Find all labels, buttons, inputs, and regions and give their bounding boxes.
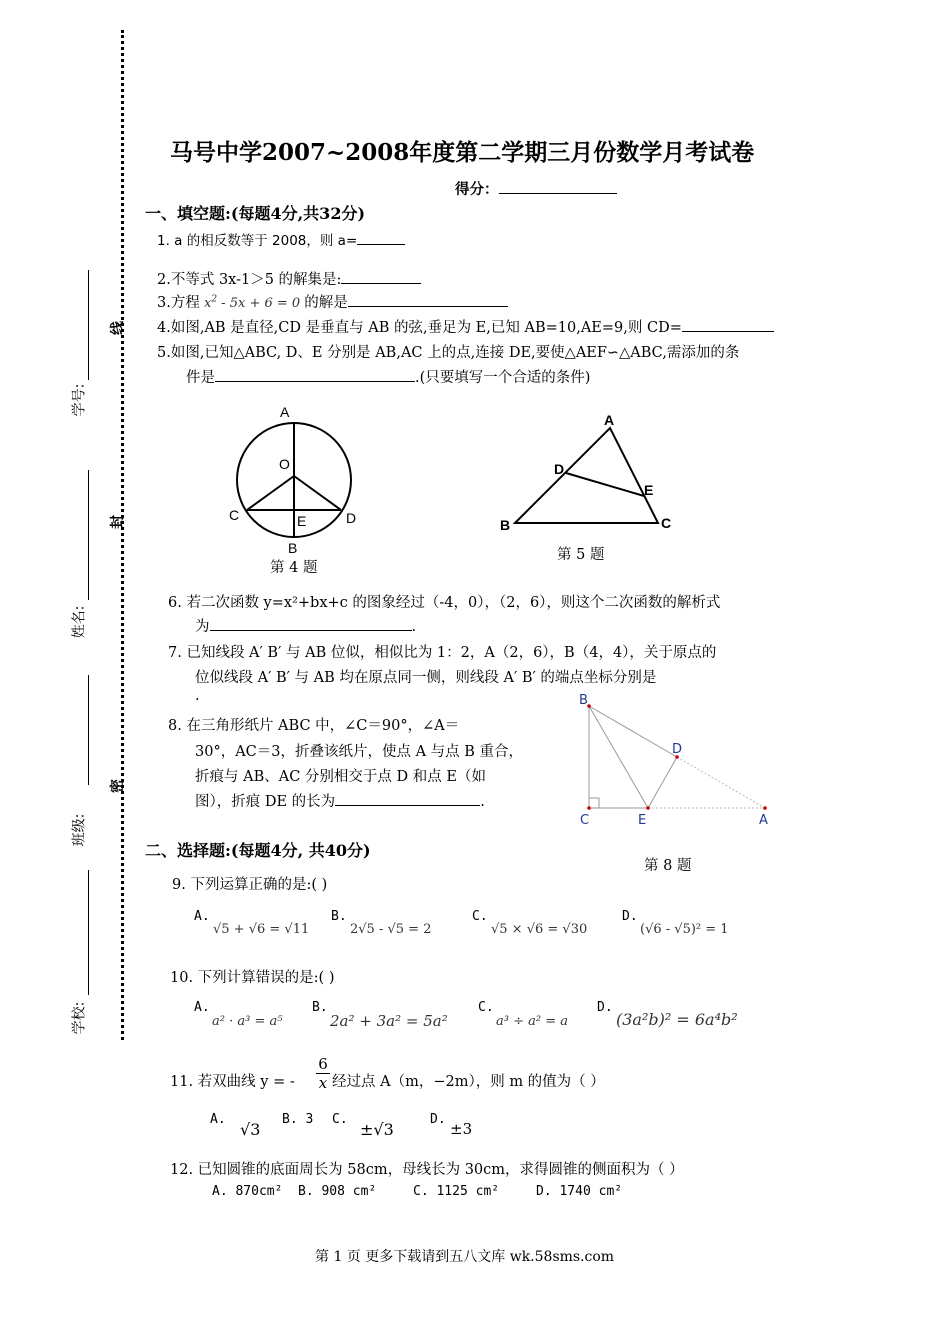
- school-label: 学校:: [71, 1001, 88, 1035]
- q10-option-c-letter: C.: [478, 1000, 494, 1015]
- fig4-radius-od: [294, 476, 341, 510]
- q10-option-c-expr: a³ ÷ a² = a: [496, 1014, 568, 1029]
- q5-blank: [215, 367, 415, 382]
- section1-heading: 一、填空题:(每题4分,共32分): [145, 204, 366, 223]
- figure-8: [575, 690, 785, 830]
- fig5-label-e: E: [644, 482, 654, 498]
- q11-option-d-letter: D.: [430, 1112, 446, 1127]
- fig8-side-bd: [589, 706, 677, 757]
- fig5-label-d: D: [554, 461, 565, 477]
- score-label: 得分：: [455, 178, 617, 199]
- q9-option-a-expr: √5 + √6 = √11: [213, 922, 310, 937]
- fig4-label-c: C: [229, 507, 240, 523]
- margin-line-3: [88, 675, 89, 785]
- question-5-line2: 件是 .(只要填写一个合适的条件): [186, 366, 590, 387]
- question-12: 12. 已知圆锥的底面周长为 58cm，母线长为 30cm，求得圆锥的侧面积为（ ）: [170, 1162, 684, 1178]
- figure-5: [495, 408, 695, 538]
- fig4-label-b: B: [288, 540, 298, 556]
- margin-line-2: [88, 470, 89, 600]
- question-1: 1. a 的相反数等于 2008，则 a=: [157, 229, 405, 249]
- question-11-post: 经过点 A（m，−2m），则 m 的值为（ ）: [332, 1074, 605, 1090]
- fig5-caption: 第 5 题: [557, 547, 605, 563]
- q11-option-c-letter: C.: [332, 1112, 348, 1127]
- question-6-line2: 为 .: [195, 615, 416, 636]
- fig8-point-c: [587, 806, 591, 810]
- question-7-line1: 7. 已知线段 A′ B′ 与 AB 位似，相似比为 1：2，A（2，6），B（4，4），关于原点的: [168, 645, 717, 661]
- q6-blank: [210, 616, 412, 631]
- question-8-line2: 30°，AC＝3，折叠该纸片，使点 A 与点 B 重合，: [195, 744, 524, 760]
- fig5-label-a: A: [604, 412, 615, 428]
- question-8-line1: 8. 在三角形纸片 ABC 中，∠C＝90°，∠A＝: [168, 718, 460, 734]
- fig8-label-c: C: [580, 813, 590, 828]
- q10-option-d-letter: D.: [597, 1000, 613, 1015]
- fig8-point-a: [763, 806, 767, 810]
- fig8-side-da: [677, 757, 765, 808]
- q9-option-d-letter: D.: [622, 909, 638, 924]
- q12-option-b: B. 908 cm²: [298, 1184, 377, 1199]
- seal-char-seal: 封: [110, 515, 126, 529]
- q9-option-a-letter: A.: [194, 909, 210, 924]
- fig4-caption: 第 4 题: [270, 560, 318, 576]
- margin-line-1: [88, 270, 89, 380]
- q12-option-d: D. 1740 cm²: [536, 1184, 623, 1199]
- fig4-label-e: E: [297, 513, 307, 529]
- fig8-label-b: B: [579, 693, 588, 708]
- q9-option-b-expr: 2√5 - √5 = 2: [350, 922, 432, 937]
- q11-fraction: [316, 1055, 330, 1092]
- class-label: 班级:: [71, 813, 88, 847]
- margin-line-4: [88, 870, 89, 995]
- q11-option-a-expr: √3: [240, 1120, 261, 1139]
- q9-option-c-letter: C.: [472, 909, 488, 924]
- q9-option-c-expr: √5 × √6 = √30: [491, 922, 588, 937]
- q12-option-a: A. 870cm²: [212, 1184, 283, 1199]
- q9-option-b-letter: B.: [331, 909, 347, 924]
- question-7-line2: 位似线段 A′ B′ 与 AB 均在原点同一侧，则线段 A′ B′ 的端点坐标分别是: [195, 670, 657, 686]
- seal-char-secret: 密: [110, 779, 126, 793]
- q10-option-b-expr: 2a² + 3a² = 5a²: [330, 1012, 448, 1030]
- figure-4: [222, 400, 382, 580]
- q11-fraction-denominator: x: [318, 1074, 328, 1092]
- page-footer: 第 1 页 更多下载请到五八文库 wk.58sms.com: [315, 1249, 615, 1265]
- q11-option-b: B. 3: [282, 1112, 314, 1127]
- fig8-label-e: E: [638, 813, 647, 828]
- fig8-caption: 第 8 题: [644, 858, 692, 874]
- q9-option-d-expr: (√6 - √5)² = 1: [640, 922, 729, 937]
- fig5-label-b: B: [500, 517, 511, 533]
- q3-blank: [348, 292, 508, 307]
- q11-option-a-letter: A.: [210, 1112, 226, 1127]
- q12-option-c: C. 1125 cm²: [413, 1184, 500, 1199]
- question-8-line4: 图），折痕 DE 的长为 .: [195, 790, 485, 811]
- question-11-pre: 11. 若双曲线 y = -: [170, 1074, 295, 1090]
- question-5-line1: 5.如图,已知△ABC, D、E 分别是 AB,AC 上的点,连接 DE,要使△AEF∽△ABC,需添加的条: [157, 345, 740, 361]
- score-blank: [499, 179, 617, 194]
- q10-option-a-letter: A.: [194, 1000, 210, 1015]
- question-2: 2.不等式 3x-1＞5 的解集是:: [157, 268, 421, 289]
- question-10: 10. 下列计算错误的是:( ): [170, 970, 335, 986]
- q1-blank: [357, 230, 405, 245]
- q8-blank: [335, 791, 480, 806]
- question-4: 4.如图,AB 是直径,CD 是垂直与 AB 的弦,垂足为 E,已知 AB=10,AE=9,则 CD=: [157, 316, 774, 337]
- q10-option-b-letter: B.: [312, 1000, 328, 1015]
- student-id-label: 学号:: [71, 383, 88, 417]
- fig8-fold-de: [648, 757, 677, 808]
- fig5-triangle: [515, 428, 658, 523]
- fig4-label-o: O: [279, 456, 290, 472]
- fig8-right-angle-mark: [589, 798, 599, 808]
- name-label: 姓名:: [71, 605, 88, 639]
- seal-char-line: 线: [110, 321, 126, 335]
- section2-heading: 二、选择题:(每题4分, 共40分): [145, 841, 371, 860]
- fig8-segment-be: [589, 706, 648, 808]
- q11-option-d-expr: ±3: [450, 1120, 473, 1138]
- question-8-line3: 折痕与 AB、AC 分别相交于点 D 和点 E（如: [195, 769, 486, 785]
- fig8-label-a: A: [759, 813, 768, 828]
- question-6-line1: 6. 若二次函数 y=x²+bx+c 的图象经过（-4，0），（2，6），则这个二次函数的解析式: [168, 595, 721, 611]
- q10-option-d-expr: (3a²b)² = 6a⁴b²: [616, 1010, 738, 1029]
- q4-blank: [682, 317, 774, 332]
- fig5-segment-de: [566, 473, 644, 496]
- q3-equation: $x^2 - 5x + 6 = 0$: [199, 294, 305, 311]
- fig8-point-e: [646, 806, 650, 810]
- page-title: 马号中学2007~2008年度第二学期三月份数学月考试卷: [170, 139, 755, 166]
- q10-option-a-expr: a² · a³ = a⁵: [212, 1014, 283, 1029]
- question-9: 9. 下列运算正确的是:( ): [172, 877, 328, 893]
- question-3: 3.方程 $x^2 - 5x + 6 = 0$ 的解是: [157, 291, 508, 312]
- fig8-label-d: D: [672, 742, 683, 757]
- fig4-label-a: A: [280, 404, 290, 420]
- fig4-radius-oc: [247, 476, 294, 510]
- question-7-line3: .: [195, 688, 200, 704]
- q11-option-c-expr: ±√3: [360, 1120, 394, 1139]
- binding-dotted-line: [121, 30, 124, 1040]
- fig5-label-c: C: [661, 515, 672, 531]
- q11-fraction-numerator: 6: [316, 1055, 330, 1074]
- q2-blank: [341, 269, 421, 284]
- fig4-label-d: D: [346, 510, 357, 526]
